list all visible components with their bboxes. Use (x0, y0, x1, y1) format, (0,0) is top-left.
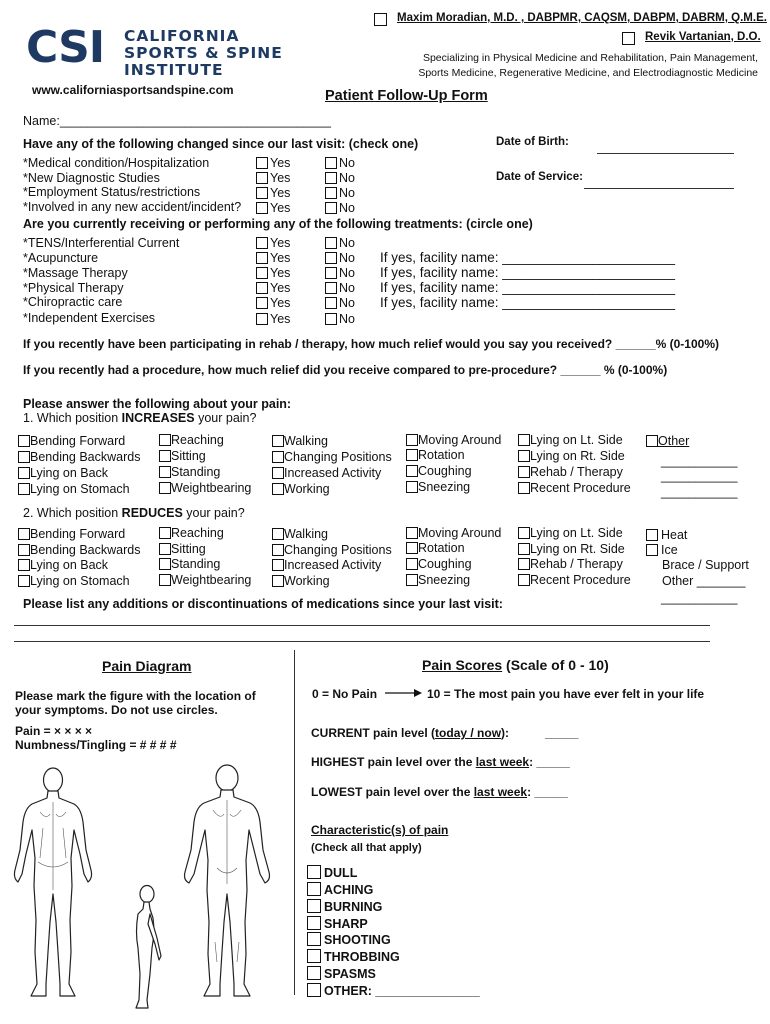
option-label: DULL (324, 866, 358, 880)
highest-label-u: last week (475, 755, 530, 769)
yes-label: Yes (270, 251, 291, 265)
option-label: Rehab / Therapy (530, 465, 623, 479)
treatments-question: Are you currently receiving or performing any of the following treatments: (circle one) (23, 217, 533, 231)
change-item: *New Diagnostic Studies (23, 171, 160, 185)
website: www.californiasportsandspine.com (32, 83, 234, 97)
option-label: Sitting (171, 449, 206, 463)
no-option[interactable] (325, 281, 355, 295)
treatment-item: *Chiropractic care (23, 295, 123, 309)
checkbox[interactable] (325, 282, 337, 294)
characteristic-option[interactable] (307, 949, 400, 964)
no-option[interactable] (325, 156, 355, 170)
yes-option[interactable] (256, 236, 290, 250)
option-label: Lying on Back (30, 466, 109, 480)
facility-name-field[interactable]: If yes, facility name: _______________________ (380, 250, 675, 265)
no-option[interactable] (325, 201, 355, 215)
option-label: Changing Positions (284, 450, 392, 464)
checkbox[interactable] (159, 450, 171, 462)
q1-prefix: 1. Which position (23, 411, 122, 425)
logo-mark: CSI (26, 22, 105, 73)
option-label: BURNING (324, 900, 383, 914)
checkbox[interactable] (159, 543, 171, 555)
changes-question: Have any of the following changed since our last visit: (check one) (23, 137, 419, 151)
yes-label: Yes (270, 201, 291, 215)
checkbox[interactable] (272, 451, 284, 463)
checkbox[interactable] (18, 467, 30, 479)
checkbox[interactable] (646, 544, 658, 556)
option-label: Walking (284, 527, 328, 541)
no-label: No (339, 281, 355, 295)
checkbox[interactable] (159, 574, 171, 586)
option[interactable] (18, 450, 140, 464)
option-label: Lying on Lt. Side (530, 433, 623, 447)
yes-option[interactable] (256, 281, 290, 295)
q1-suffix: your pain? (194, 411, 257, 425)
option-label: SPASMS (324, 967, 376, 981)
no-label: No (339, 236, 355, 250)
current-label-u: today / now (435, 726, 502, 740)
option-label: Ice (661, 543, 678, 557)
q2-bold: REDUCES (121, 506, 183, 520)
scale-zero: 0 = No Pain (312, 687, 378, 701)
doctor-1: Maxim Moradian, M.D. , DABPMR, CAQSM, DABPM, DABRM, Q.M.E. (397, 12, 767, 24)
checkbox[interactable] (18, 483, 30, 495)
checkbox[interactable] (325, 187, 337, 199)
checkbox[interactable] (325, 297, 337, 309)
checkbox[interactable] (406, 449, 418, 461)
option[interactable] (272, 574, 330, 588)
characteristics-label: Characteristic(s) of pain (311, 823, 449, 837)
checkbox[interactable] (256, 313, 268, 325)
q2-prefix: 2. Which position (23, 506, 122, 520)
checkbox[interactable] (325, 202, 337, 214)
lowest-pain-row[interactable] (311, 785, 568, 799)
current-label-a: CURRENT pain level ( (311, 726, 436, 740)
checkbox[interactable] (256, 267, 268, 279)
checkbox[interactable] (406, 434, 418, 446)
doctor-1-checkbox[interactable] (374, 13, 387, 26)
option[interactable] (518, 449, 625, 463)
option-label: Lying on Back (30, 558, 109, 572)
checkbox[interactable] (406, 527, 418, 539)
logo-word-1: CALIFORNIA (124, 27, 240, 45)
highest-pain-row[interactable] (311, 755, 570, 769)
treatment-item: *Independent Exercises (23, 311, 156, 325)
option[interactable] (406, 557, 472, 571)
yes-label: Yes (270, 171, 291, 185)
diagram-divider (294, 650, 295, 995)
option[interactable] (272, 450, 392, 464)
checkbox[interactable] (307, 966, 321, 980)
checkbox[interactable] (518, 482, 530, 494)
yes-option[interactable] (256, 201, 290, 215)
checkbox[interactable] (325, 172, 337, 184)
doctor-2-checkbox[interactable] (622, 32, 635, 45)
other-blank[interactable]: ___________ (661, 454, 738, 468)
checkbox[interactable] (518, 434, 530, 446)
checkbox[interactable] (159, 558, 171, 570)
checkbox[interactable] (256, 252, 268, 264)
diagram-instruction-2: your symptoms. Do not use circles. (15, 703, 218, 717)
no-option[interactable] (325, 186, 355, 200)
option[interactable] (159, 433, 224, 447)
pain-scores-heading (422, 657, 609, 673)
option[interactable] (159, 542, 206, 556)
medications-line-1[interactable] (14, 625, 710, 626)
treatment-item: *Physical Therapy (23, 281, 124, 295)
option[interactable] (406, 433, 501, 447)
checkbox[interactable] (256, 282, 268, 294)
no-option[interactable] (325, 251, 355, 265)
option-label: Increased Activity (284, 558, 382, 572)
checkbox[interactable] (518, 543, 530, 555)
option-label: Lying on Stomach (30, 482, 130, 496)
option-label: Lying on Stomach (30, 574, 130, 588)
other-option[interactable] (646, 434, 689, 448)
numbness-key: Numbness/Tingling = # # # # (15, 738, 177, 752)
characteristic-option[interactable] (307, 983, 480, 998)
option[interactable] (518, 465, 623, 479)
scale-arrow-icon (385, 687, 423, 702)
yes-label: Yes (270, 156, 291, 170)
checkbox[interactable] (272, 528, 284, 540)
checkbox[interactable] (325, 157, 337, 169)
checkbox[interactable] (406, 481, 418, 493)
option[interactable] (406, 464, 472, 478)
checkbox[interactable] (406, 465, 418, 477)
pain-key: Pain = × × × × (15, 724, 93, 738)
option[interactable] (18, 558, 108, 572)
checkbox[interactable] (518, 574, 530, 586)
treatment-item: *Acupuncture (23, 251, 99, 265)
facility-name-field[interactable]: If yes, facility name: _______________________ (380, 295, 675, 310)
yes-option[interactable] (256, 186, 290, 200)
checkbox[interactable] (256, 157, 268, 169)
name-field[interactable]: Name:_______________________________________ (23, 114, 331, 128)
facility-name-field[interactable]: If yes, facility name: _______________________ (380, 265, 675, 280)
option[interactable] (272, 482, 330, 496)
checkbox[interactable] (518, 466, 530, 478)
option[interactable] (406, 526, 501, 540)
option-label: Reaching (171, 433, 224, 447)
yes-option[interactable] (256, 156, 290, 170)
option[interactable] (18, 434, 125, 448)
no-label: No (339, 156, 355, 170)
option[interactable] (406, 573, 470, 587)
option[interactable] (272, 466, 381, 480)
medications-line-2[interactable] (14, 641, 710, 642)
option-label: Moving Around (418, 433, 502, 447)
option[interactable] (518, 542, 625, 556)
option[interactable] (646, 543, 678, 557)
option[interactable] (159, 465, 220, 479)
option[interactable] (518, 481, 631, 495)
option[interactable] (272, 543, 392, 557)
logo-word-2: SPORTS & SPINE (124, 44, 283, 62)
checkbox[interactable] (307, 916, 321, 930)
option[interactable] (646, 528, 687, 542)
lowest-label-a: LOWEST pain level over the (311, 785, 474, 799)
yes-option[interactable] (256, 296, 290, 310)
option-label: Bending Forward (30, 527, 126, 541)
option[interactable] (159, 557, 220, 571)
option-label: Rotation (418, 448, 465, 462)
checkbox[interactable] (159, 434, 171, 446)
doctor-2: Revik Vartanian, D.O. (645, 31, 761, 43)
other-blank[interactable]: ___________ (661, 469, 738, 483)
checkbox[interactable] (256, 187, 268, 199)
option[interactable] (18, 527, 125, 541)
no-label: No (339, 251, 355, 265)
option-label: Lying on Rt. Side (530, 542, 625, 556)
option[interactable] (518, 433, 623, 447)
option-label: Weightbearing (171, 573, 252, 587)
checkbox[interactable] (406, 574, 418, 586)
no-option[interactable] (325, 296, 355, 310)
pain-diagram-title: Pain Diagram (102, 658, 192, 674)
option[interactable] (518, 526, 623, 540)
option-label: Recent Procedure (530, 481, 631, 495)
characteristic-option[interactable] (307, 865, 357, 880)
checkbox[interactable] (18, 435, 30, 447)
option-label: Sneezing (418, 480, 471, 494)
checkbox[interactable] (272, 559, 284, 571)
procedure-relief-question[interactable]: If you recently had a procedure, how much relief did you receive compared to pre-procedure? ______ % (0-100%) (23, 363, 668, 377)
yes-option[interactable] (256, 312, 290, 326)
checkbox[interactable] (18, 575, 30, 587)
yes-option[interactable] (256, 171, 290, 185)
option-label: OTHER: _______________ (324, 984, 480, 998)
option-label: Rehab / Therapy (530, 557, 623, 571)
option-label: Lying on Lt. Side (530, 526, 623, 540)
reduce-other-field[interactable]: Other _______ (662, 574, 746, 588)
option-label: Bending Forward (30, 434, 126, 448)
yes-label: Yes (270, 186, 291, 200)
checkbox[interactable] (18, 451, 30, 463)
option[interactable] (518, 557, 623, 571)
option-label: Walking (284, 434, 328, 448)
option-label: Rotation (418, 541, 465, 555)
option-label: Standing (171, 557, 221, 571)
checkbox[interactable] (518, 558, 530, 570)
change-item: *Employment Status/restrictions (23, 185, 201, 199)
checkbox[interactable] (256, 202, 268, 214)
current-pain-field[interactable]: _____ (545, 726, 579, 740)
option-label: SHOOTING (324, 933, 391, 947)
yes-option[interactable] (256, 266, 290, 280)
option[interactable] (518, 573, 631, 587)
checkbox[interactable] (256, 297, 268, 309)
scale-ten: 10 = The most pain you have ever felt in your life (427, 687, 705, 701)
yes-label: Yes (270, 296, 291, 310)
characteristic-option[interactable] (307, 882, 373, 897)
highest-field[interactable]: : _____ (529, 755, 570, 769)
option[interactable] (18, 543, 140, 557)
checkbox[interactable] (272, 483, 284, 495)
lowest-field[interactable]: : _____ (527, 785, 568, 799)
about-pain-heading: Please answer the following about your pain: (23, 397, 292, 411)
dob-field[interactable] (597, 153, 734, 154)
checkbox[interactable] (325, 313, 337, 325)
checkbox[interactable] (518, 527, 530, 539)
logo (26, 22, 104, 73)
checkbox[interactable] (325, 267, 337, 279)
brace-support-option[interactable]: Brace / Support (662, 558, 749, 572)
checkbox[interactable] (18, 528, 30, 540)
option-label: Lying on Rt. Side (530, 449, 625, 463)
option-label: ACHING (324, 883, 374, 897)
checkbox[interactable] (406, 542, 418, 554)
characteristic-option[interactable] (307, 932, 391, 947)
option[interactable] (406, 448, 465, 462)
option-label: THROBBING (324, 950, 400, 964)
treatment-item: *TENS/Interferential Current (23, 236, 180, 250)
no-label: No (339, 296, 355, 310)
option[interactable] (159, 449, 206, 463)
tagline-2: Sports Medicine, Regenerative Medicine, and Electrodiagnostic Medicine (418, 67, 758, 79)
dos-field[interactable] (584, 188, 734, 189)
medications-blank[interactable]: ___________ (661, 591, 738, 605)
rehab-relief-question[interactable]: If you recently have been participating in rehab / therapy, how much relief would you say you received? ______% (0-100%) (23, 337, 719, 351)
checkbox[interactable] (159, 466, 171, 478)
checkbox[interactable] (307, 899, 321, 913)
option-label: Changing Positions (284, 543, 392, 557)
checkbox[interactable] (646, 435, 658, 447)
option[interactable] (18, 466, 108, 480)
highest-label-a: HIGHEST pain level over the (311, 755, 476, 769)
option[interactable] (159, 481, 251, 495)
checkbox[interactable] (307, 949, 321, 963)
change-item: *Medical condition/Hospitalization (23, 156, 210, 170)
option[interactable] (18, 482, 130, 496)
checkbox[interactable] (307, 865, 321, 879)
option-label: Sitting (171, 542, 206, 556)
medications-label: Please list any additions or discontinuations of medications since your last visit: (23, 597, 503, 611)
increases-question (23, 411, 256, 425)
checkbox[interactable] (325, 252, 337, 264)
checkbox[interactable] (159, 527, 171, 539)
tagline-1: Specializing in Physical Medicine and Rehabilitation, Pain Management, (422, 52, 758, 64)
diagram-instruction-1: Please mark the figure with the location of (15, 689, 256, 703)
form-title: Patient Follow-Up Form (325, 88, 488, 104)
yes-option[interactable] (256, 251, 290, 265)
option-label: Weightbearing (171, 481, 252, 495)
dob-label: Date of Birth: (496, 136, 569, 148)
option[interactable] (406, 541, 465, 555)
checkbox[interactable] (518, 450, 530, 462)
yes-label: Yes (270, 281, 291, 295)
checkbox[interactable] (256, 237, 268, 249)
q2-suffix: your pain? (182, 506, 245, 520)
option[interactable] (272, 527, 328, 541)
checkbox[interactable] (18, 559, 30, 571)
checkbox[interactable] (325, 237, 337, 249)
checkbox[interactable] (307, 983, 321, 997)
logo-wordmark (124, 28, 283, 79)
no-label: No (339, 171, 355, 185)
dos-label: Date of Service: (496, 171, 583, 183)
treatment-item: *Massage Therapy (23, 266, 128, 280)
yes-label: Yes (270, 312, 291, 326)
current-pain-row (311, 726, 509, 740)
option-label: Reaching (171, 526, 224, 540)
option[interactable] (159, 573, 251, 587)
characteristic-option[interactable] (307, 899, 382, 914)
yes-label: Yes (270, 266, 291, 280)
option-label: SHARP (324, 917, 368, 931)
checkbox[interactable] (272, 435, 284, 447)
option-label: Increased Activity (284, 466, 382, 480)
option-label: Bending Backwards (30, 450, 141, 464)
checkbox[interactable] (159, 482, 171, 494)
checkbox[interactable] (307, 932, 321, 946)
option-label: Standing (171, 465, 221, 479)
option-label: Heat (661, 528, 688, 542)
pain-scores-scale: (Scale of 0 - 10) (502, 657, 609, 673)
characteristic-option[interactable] (307, 966, 376, 981)
reduces-question (23, 506, 245, 520)
no-label: No (339, 266, 355, 280)
checkbox[interactable] (256, 172, 268, 184)
body-diagram[interactable] (10, 762, 280, 1017)
pain-scores-title: Pain Scores (422, 657, 503, 673)
option[interactable] (159, 526, 224, 540)
lowest-label-u: last week (473, 785, 528, 799)
option-label: Coughing (418, 557, 472, 571)
checkbox[interactable] (272, 467, 284, 479)
option-label: Moving Around (418, 526, 502, 540)
no-label: No (339, 201, 355, 215)
no-option[interactable] (325, 312, 355, 326)
option[interactable] (406, 480, 470, 494)
yes-label: Yes (270, 236, 291, 250)
no-label: No (339, 186, 355, 200)
checkbox[interactable] (272, 544, 284, 556)
no-option[interactable] (325, 236, 355, 250)
option-label: Coughing (418, 464, 472, 478)
option-label: Sneezing (418, 573, 471, 587)
change-item: *Involved in any new accident/incident? (23, 200, 242, 214)
current-label-b: ): (501, 726, 510, 740)
checkbox[interactable] (307, 882, 321, 896)
checkbox[interactable] (646, 529, 658, 541)
q1-bold: INCREASES (121, 411, 195, 425)
no-label: No (339, 312, 355, 326)
checkbox[interactable] (406, 558, 418, 570)
checkbox[interactable] (18, 544, 30, 556)
no-option[interactable] (325, 266, 355, 280)
body-figures-icon[interactable] (10, 762, 280, 1014)
option[interactable] (272, 558, 381, 572)
option-label: Recent Procedure (530, 573, 631, 587)
logo-word-3: INSTITUTE (124, 61, 224, 79)
option[interactable] (272, 434, 328, 448)
no-option[interactable] (325, 171, 355, 185)
check-all-label: (Check all that apply) (311, 842, 422, 854)
option-label: Working (284, 574, 330, 588)
checkbox[interactable] (272, 575, 284, 587)
option-label: Working (284, 482, 330, 496)
other-blank[interactable]: ___________ (661, 485, 738, 499)
characteristic-option[interactable] (307, 916, 368, 931)
facility-name-field[interactable]: If yes, facility name: _______________________ (380, 280, 675, 295)
option-label: Other (658, 434, 690, 448)
option[interactable] (18, 574, 130, 588)
option-label: Bending Backwards (30, 543, 141, 557)
